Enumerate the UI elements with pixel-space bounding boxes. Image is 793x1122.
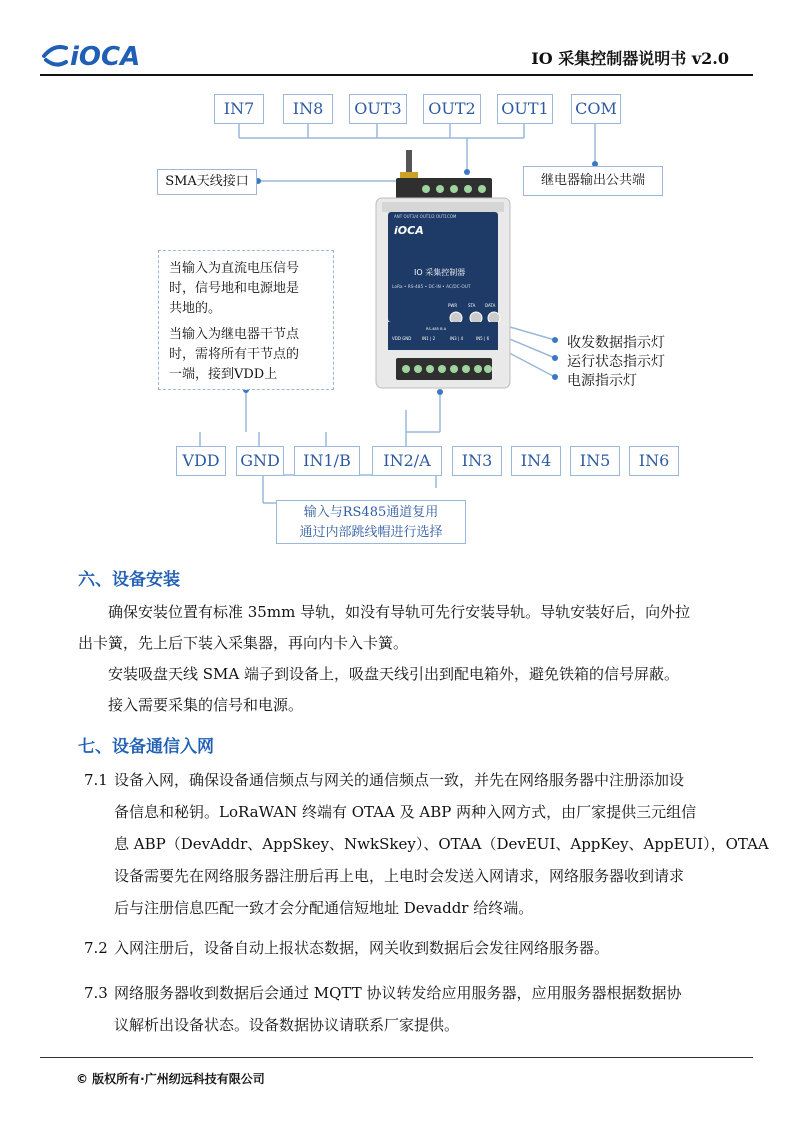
document-title: IO 采集控制器说明书 v2.0	[531, 49, 729, 68]
terminal-in3: IN3	[452, 446, 502, 476]
terminal-in5: IN5	[570, 446, 620, 476]
item-7-3-line: 议解析出设备状态。设备数据协议请联系厂家提供。	[114, 1016, 460, 1034]
power-led-label: 电源指示灯	[567, 373, 637, 389]
device-bottom-label: IN3 | 4	[450, 336, 464, 341]
item-7-1-line: 设备需要先在网络服务器注册后再上电，上电时会发送入网请求，网络服务器收到请求	[114, 867, 685, 885]
item-7-1-line: 后与注册信息匹配一致才会分配通信短地址 Devaddr 给终端。	[114, 899, 534, 917]
terminal-out1: OUT1	[497, 94, 553, 124]
terminal-gnd: GND	[236, 446, 284, 476]
item-7-3-line: 网络服务器收到数据后会通过 MQTT 协议转发给应用服务器，应用服务器根据数据协	[114, 984, 682, 1002]
item-7-1-line: 息 ABP（DevAddr、AppSkey、NwkSkey）、OTAA（DevEUI、AppKey、AppEUI），OTAA	[114, 835, 769, 853]
device-bottom-label: IN5 | 6	[476, 336, 490, 341]
company-logo	[40, 36, 160, 72]
terminal-vdd: VDD	[176, 446, 226, 476]
terminal-com: COM	[571, 94, 621, 124]
section-6-paragraph: 确保安装位置有标准 35mm 导轨，如没有导轨可先行安装导轨。导轨安装好后，向外拉	[108, 603, 691, 621]
terminal-in6: IN6	[629, 446, 679, 476]
note-line: 一端，接到VDD上	[169, 367, 278, 382]
terminal-in1b: IN1/B	[294, 446, 360, 476]
status-led-label: 运行状态指示灯	[567, 354, 665, 370]
note-line: 时，信号地和电源地是	[169, 281, 300, 296]
sma-antenna-label: SMA天线接口	[157, 169, 257, 195]
note-line: 当输入为继电器干节点	[169, 327, 300, 342]
led-sta-text: STA	[468, 303, 476, 308]
rs485-multiplex-note	[276, 500, 466, 544]
led-pwr-text: PWR	[448, 303, 458, 308]
data-led-label: 收发数据指示灯	[567, 335, 665, 351]
device-name: IO 采集控制器	[414, 268, 466, 277]
device-brand: iOCA	[394, 224, 424, 237]
note-line: 共地的。	[169, 301, 222, 316]
device-top-labels: ANT OUT3/4 OUT1/2 OUT1COM	[394, 214, 457, 219]
device-spec: LoRa • RS-485 • DC-IN • AC/DC-OUT	[392, 285, 471, 290]
item-7-1-line: 设备入网，确保设备通信频点与网关的通信频点一致，并先在网络服务器中注册添加设	[114, 771, 685, 789]
section-7-heading: 七、设备通信入网	[78, 737, 214, 757]
item-7-2-line: 入网注册后，设备自动上报状态数据，网关收到数据后会发往网络服务器。	[114, 939, 610, 957]
rs485-mark: RS-485 B A	[426, 327, 447, 331]
section-6-paragraph: 安装吸盘天线 SMA 端子到设备上，吸盘天线引出到配电箱外，避免铁箱的信号屏蔽。	[108, 665, 680, 683]
item-7-1-line: 备信息和秘钥。LoRaWAN 终端有 OTAA 及 ABP 两种入网方式，由厂家提供三元组信	[114, 803, 697, 821]
section-6-paragraph: 出卡簧，先上后下装入采集器，再向内卡入卡簧。	[78, 634, 409, 652]
led-data-text: DATA	[485, 303, 496, 308]
terminal-in4: IN4	[511, 446, 561, 476]
note-line: 输入与RS485通道复用	[303, 505, 439, 520]
note-line: 时，需将所有干节点的	[169, 347, 300, 362]
device-bottom-label: IN1 | 2	[422, 336, 436, 341]
terminal-out2: OUT2	[423, 94, 481, 124]
section-6-paragraph: 接入需要采集的信号和电源。	[108, 696, 304, 714]
logo-text: iOCA	[70, 42, 141, 72]
wiring-diagram	[0, 80, 793, 550]
terminal-in8: IN8	[283, 94, 333, 124]
header-divider	[40, 74, 753, 76]
item-number: 7.2	[84, 939, 108, 957]
device-illustration	[368, 150, 518, 395]
device-bottom-label: VDD GND	[392, 336, 412, 341]
copyright-text: © 版权所有·广州纫远科技有限公司	[76, 1072, 265, 1086]
terminal-in7: IN7	[214, 94, 264, 124]
note-line: 通过内部跳线帽进行选择	[299, 525, 443, 540]
section-6-heading: 六、设备安装	[78, 570, 180, 590]
terminal-out3: OUT3	[349, 94, 407, 124]
terminal-in2a: IN2/A	[372, 446, 442, 476]
note-line: 当输入为直流电压信号	[169, 261, 300, 276]
footer-divider	[40, 1057, 753, 1058]
item-number: 7.3	[84, 984, 108, 1002]
input-wiring-note	[158, 250, 334, 390]
item-number: 7.1	[84, 771, 108, 789]
relay-common-label: 继电器输出公共端	[523, 166, 663, 196]
